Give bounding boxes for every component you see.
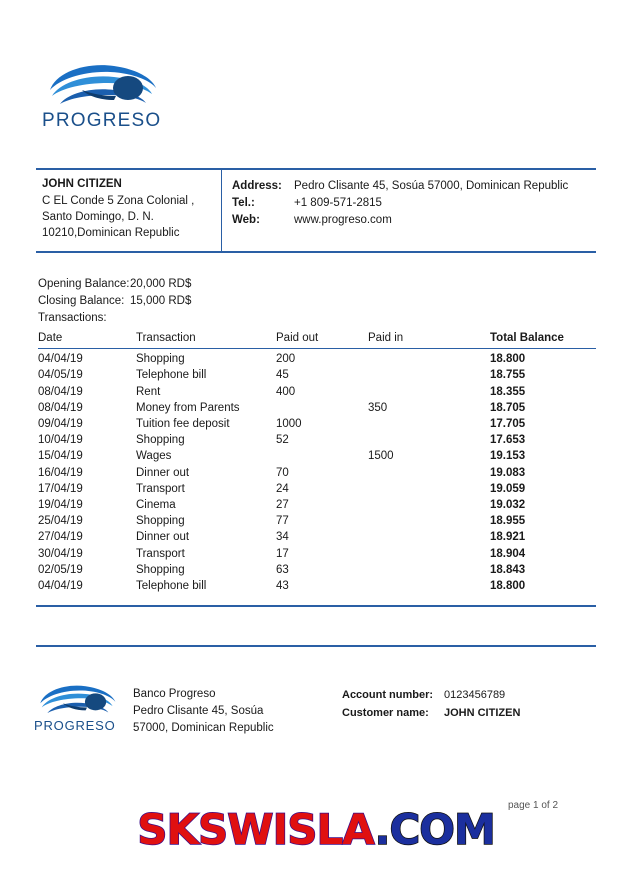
cell-date: 27/04/19 (38, 531, 83, 544)
account-number-row (342, 686, 592, 704)
cell-paid-in (368, 465, 490, 481)
cell-paid-in (368, 481, 490, 497)
customer-address-line-2: Santo Domingo, D. N. (42, 211, 154, 223)
cell-total-balance: 17.705 (490, 418, 526, 431)
bank-address-row (232, 178, 590, 195)
closing-balance-label: Closing Balance: (38, 295, 125, 307)
cell-date: 19/04/19 (38, 499, 83, 512)
closing-balance-value: 15,000 RD$ (130, 295, 192, 307)
cell-paid-in (368, 497, 490, 513)
cell-date: 30/04/19 (38, 547, 83, 560)
cell-paid-out: 34 (276, 531, 289, 544)
cell-paid-out: 43 (276, 580, 289, 593)
cell-date: 16/04/19 (38, 466, 83, 479)
opening-balance-value: 20,000 RD$ (130, 278, 192, 290)
cell-paid-in: 1500 (368, 450, 394, 463)
cell-paid-out: 200 (276, 353, 296, 366)
cell-transaction: Shopping (136, 353, 185, 366)
transactions-header-row (38, 330, 596, 349)
cell-paid-in (368, 367, 490, 383)
cell-transaction: Money from Parents (136, 401, 240, 414)
cell-transaction: Shopping (136, 434, 185, 447)
customer-name: JOHN CITIZEN (42, 178, 122, 190)
closing-balance-row (38, 293, 438, 310)
cell-date: 15/04/19 (38, 450, 83, 463)
cell-transaction: Shopping (136, 515, 185, 528)
swoosh-logo-icon (40, 60, 158, 108)
table-row (38, 481, 596, 497)
cell-paid-out: 27 (276, 499, 289, 512)
balances-section (38, 276, 438, 310)
cell-paid-out: 52 (276, 434, 289, 447)
cell-paid-out: 1000 (276, 418, 302, 431)
table-row (38, 432, 596, 448)
cell-date: 08/04/19 (38, 385, 83, 398)
cell-transaction: Cinema (136, 499, 176, 512)
footer-address-line-1: Pedro Clisante 45, Sosúa (133, 705, 264, 717)
cell-paid-out: 77 (276, 515, 289, 528)
cell-paid-out: 17 (276, 547, 289, 560)
bank-address-label: Address: (232, 180, 282, 192)
cell-transaction: Shopping (136, 563, 185, 576)
customer-name-row (342, 704, 592, 722)
cell-paid-in (368, 546, 490, 562)
cell-paid-out: 70 (276, 466, 289, 479)
bank-tel-row (232, 195, 590, 212)
brand-logo-footer (32, 682, 137, 733)
column-header-paid-in: Paid in (368, 332, 404, 344)
cell-paid-in (368, 351, 490, 367)
cell-paid-out: 400 (276, 385, 296, 398)
customer-name-value: JOHN CITIZEN (444, 707, 521, 719)
bank-web-row (232, 212, 590, 229)
cell-transaction: Transport (136, 482, 185, 495)
column-header-paid-out: Paid out (276, 332, 319, 344)
bank-web-value[interactable]: www.progreso.com (294, 214, 392, 226)
cell-paid-out (276, 400, 368, 416)
table-row (38, 578, 596, 594)
cell-transaction: Dinner out (136, 466, 190, 479)
cell-transaction: Dinner out (136, 531, 190, 544)
cell-total-balance: 18.843 (490, 563, 526, 576)
cell-transaction: Rent (136, 385, 161, 398)
cell-date: 25/04/19 (38, 515, 83, 528)
cell-total-balance: 18.355 (490, 385, 526, 398)
table-row (38, 351, 596, 367)
swoosh-logo-icon-footer (32, 682, 118, 716)
page-number: page 1 of 2 (508, 800, 559, 811)
cell-paid-in (368, 578, 490, 594)
footer-address-line-2: 57000, Dominican Republic (133, 722, 274, 734)
table-row (38, 400, 596, 416)
table-row (38, 465, 596, 481)
customer-name-label: Customer name: (342, 707, 429, 719)
cell-date: 04/04/19 (38, 580, 83, 593)
opening-balance-row (38, 276, 438, 293)
cell-paid-out: 24 (276, 482, 289, 495)
cell-total-balance: 17.653 (490, 434, 526, 447)
cell-paid-in (368, 432, 490, 448)
watermark (0, 805, 632, 854)
bank-web-label: Web: (232, 214, 260, 226)
cell-transaction: Transport (136, 547, 185, 560)
customer-address-line-1: C EL Conde 5 Zona Colonial , (42, 195, 195, 207)
table-row (38, 448, 596, 464)
watermark-part-1: SKSWISLA (137, 805, 375, 854)
account-number-value: 0123456789 (444, 689, 506, 701)
divider-rule-bottom (36, 645, 596, 647)
cell-paid-in (368, 562, 490, 578)
bank-address-value: Pedro Clisante 45, Sosúa 57000, Dominican Republic (294, 180, 569, 192)
cell-total-balance: 18.800 (490, 353, 526, 366)
column-header-total-balance: Total Balance (490, 332, 564, 344)
transactions-section-label: Transactions: (38, 312, 107, 324)
cell-total-balance: 18.755 (490, 369, 526, 382)
cell-date: 04/05/19 (38, 369, 83, 382)
cell-total-balance: 18.904 (490, 547, 526, 560)
column-header-date: Date (38, 332, 63, 344)
cell-transaction: Tuition fee deposit (136, 418, 230, 431)
cell-paid-in (368, 384, 490, 400)
cell-total-balance: 18.705 (490, 401, 526, 414)
table-row (38, 384, 596, 400)
table-row (38, 367, 596, 383)
cell-transaction: Wages (136, 450, 172, 463)
cell-date: 08/04/19 (38, 401, 83, 414)
cell-total-balance: 18.921 (490, 531, 526, 544)
cell-paid-in (368, 513, 490, 529)
cell-transaction: Telephone bill (136, 369, 207, 382)
table-row (38, 529, 596, 545)
transactions-table (38, 330, 596, 594)
cell-date: 02/05/19 (38, 563, 83, 576)
opening-balance-label: Opening Balance: (38, 278, 130, 290)
table-row (38, 513, 596, 529)
table-row (38, 416, 596, 432)
transactions-body (38, 349, 596, 594)
cell-total-balance: 19.153 (490, 450, 526, 463)
bank-contact-cell (222, 170, 596, 251)
cell-paid-out: 63 (276, 563, 289, 576)
cell-total-balance: 19.083 (490, 466, 526, 479)
cell-paid-in (368, 416, 490, 432)
customer-address-line-3: 10210,Dominican Republic (42, 227, 180, 239)
footer-bank-name: Banco Progreso (133, 688, 216, 700)
table-row (38, 562, 596, 578)
cell-paid-in (368, 529, 490, 545)
brand-logo-header (40, 60, 170, 140)
cell-total-balance: 18.800 (490, 580, 526, 593)
table-row (38, 546, 596, 562)
cell-paid-in: 350 (368, 401, 388, 414)
table-row (38, 497, 596, 513)
divider-rule-top (36, 605, 596, 607)
cell-date: 10/04/19 (38, 434, 83, 447)
column-header-transaction: Transaction (136, 332, 196, 344)
account-number-label: Account number: (342, 689, 434, 701)
cell-transaction: Telephone bill (136, 580, 207, 593)
statement-header-table (36, 168, 596, 253)
brand-wordmark-footer: PROGRESO (34, 718, 116, 733)
bank-tel-value: +1 809-571-2815 (294, 197, 382, 209)
footer-bank-address (133, 686, 333, 737)
watermark-part-2: .COM (374, 805, 495, 854)
cell-total-balance: 19.032 (490, 499, 526, 512)
cell-date: 17/04/19 (38, 482, 83, 495)
bank-tel-label: Tel.: (232, 197, 255, 209)
cell-paid-out (276, 448, 368, 464)
cell-total-balance: 19.059 (490, 482, 526, 495)
cell-total-balance: 18.955 (490, 515, 526, 528)
footer-account-details (342, 686, 592, 722)
customer-info-cell (36, 170, 222, 251)
brand-wordmark: PROGRESO (42, 110, 162, 131)
cell-date: 09/04/19 (38, 418, 83, 431)
cell-date: 04/04/19 (38, 353, 83, 366)
cell-paid-out: 45 (276, 369, 289, 382)
